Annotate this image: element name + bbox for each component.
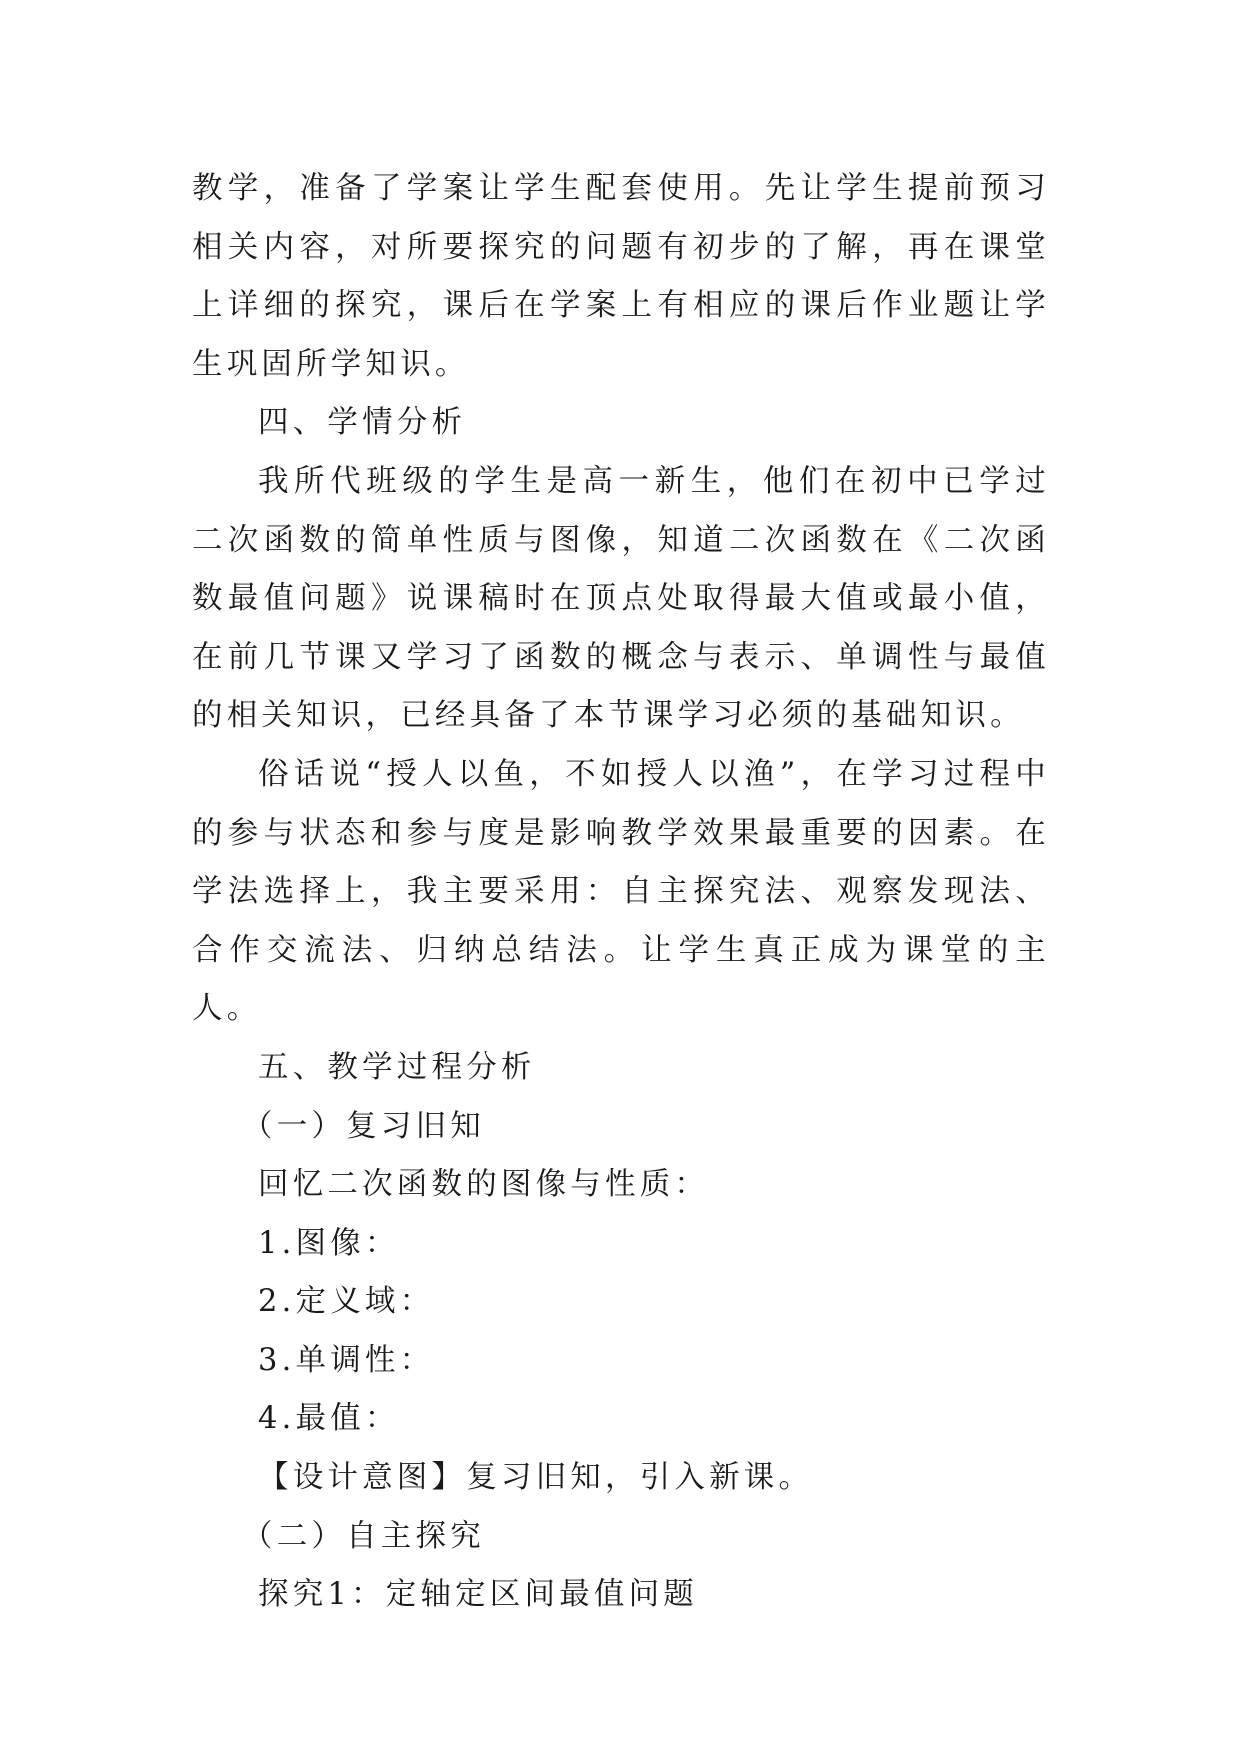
heading-student-analysis: 四、学情分析: [258, 405, 467, 441]
heading-teaching-process: 五、教学过程分析: [258, 1049, 536, 1085]
document-page: [192, 160, 1050, 1625]
subheading-self-exploration: （二）自主探究: [242, 1518, 485, 1554]
list-item-domain: 2.定义域：: [258, 1284, 435, 1320]
list-item-extremum: 4.最值：: [258, 1401, 400, 1437]
list-item-monotonicity: 3.单调性：: [258, 1342, 435, 1378]
paragraph-intro-continued: 教学，准备了学案让学生配套使用。先让学生提前预习相关内容，对所要探究的问题有初步的了解，再在课堂上详细的探究，课后在学案上有相应的课后作业题让学生巩固所学知识。: [192, 171, 1050, 382]
paragraph-design-intent: 【设计意图】复习旧知，引入新课。: [258, 1460, 814, 1496]
paragraph-learning-methods: 俗话说“授人以鱼，不如授人以渔”，在学习过程中的参与状态和参与度是影响教学效果最重要的因素。在学法选择上，我主要采用：自主探究法、观察发现法、合作交流法、归纳总结法。让学生真正成为课堂的主人。: [192, 756, 1050, 1027]
paragraph-exploration-1: 探究1：定轴定区间最值问题: [258, 1577, 699, 1613]
subheading-review: （一）复习旧知: [242, 1108, 485, 1144]
paragraph-student-background: 我所代班级的学生是高一新生，他们在初中已学过二次函数的简单性质与图像，知道二次函数在《二次函数最值问题》说课稿时在顶点处取得最大值或最小值，在前几节课又学习了函数的概念与表示、单调性与最值的相关知识，已经具备了本节课学习必须的基础知识。: [192, 463, 1050, 734]
paragraph-recall: 回忆二次函数的图像与性质：: [258, 1167, 710, 1203]
list-item-graph: 1.图像：: [258, 1225, 400, 1261]
